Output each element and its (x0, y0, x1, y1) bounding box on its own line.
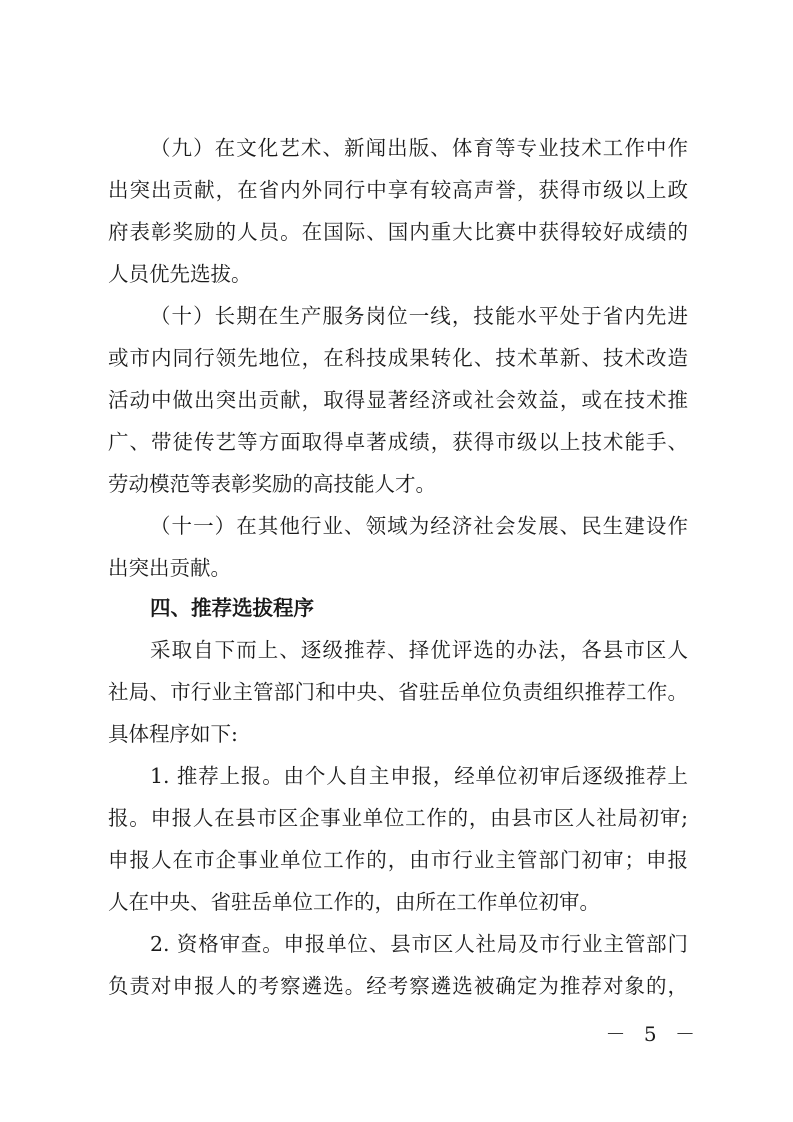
paragraph-9-line-1: （九）在文化艺术、新闻出版、体育等专业技术工作中作 (150, 136, 688, 160)
paragraph-10-line-3: 活动中做出突出贡献，取得显著经济或社会效益，或在技术推 (108, 388, 688, 412)
paragraph-10-line-5: 劳动模范等表彰奖励的高技能人才。 (108, 472, 436, 496)
paragraph-9-line-4: 人员优先选拔。 (108, 262, 252, 286)
paragraph-10-line-4: 广、带徒传艺等方面取得卓著成绩，获得市级以上技术能手、 (108, 430, 688, 454)
paragraph-10-line-2: 或市内同行领先地位，在科技成果转化、技术革新、技术改造 (108, 346, 688, 370)
step-2-line-1: 2. 资格审查。申报单位、县市区人社局及市行业主管部门 (150, 932, 688, 956)
step-1-line-2: 报。申报人在县市区企事业单位工作的，由县市区人社局初审; (108, 806, 688, 830)
section-heading: 四、推荐选拔程序 (150, 596, 314, 620)
paragraph-10-line-1: （十）长期在生产服务岗位一线，技能水平处于省内先进 (150, 304, 688, 328)
paragraph-11-line-1: （十一）在其他行业、领域为经济社会发展、民生建设作 (150, 514, 688, 538)
step-1-line-4: 人在中央、省驻岳单位工作的，由所在工作单位初审。 (108, 890, 600, 914)
paragraph-9-line-3: 府表彰奖励的人员。在国际、国内重大比赛中获得较好成绩的 (108, 220, 688, 244)
paragraph-9-line-2: 出突出贡献，在省内外同行中享有较高声誉，获得市级以上政 (108, 178, 688, 202)
step-1-line-1: 1. 推荐上报。由个人自主申报，经单位初审后逐级推荐上 (150, 764, 688, 788)
intro-line-1: 采取自下而上、逐级推荐、择优评选的办法，各县市区人 (150, 638, 688, 662)
step-2-line-2: 负责对申报人的考察遴选。经考察遴选被确定为推荐对象的， (108, 974, 688, 998)
intro-line-2: 社局、市行业主管部门和中央、省驻岳单位负责组织推荐工作。 (108, 680, 688, 704)
intro-line-3: 具体程序如下: (108, 722, 238, 746)
paragraph-11-line-2: 出突出贡献。 (108, 556, 231, 580)
page-number: － 5 － (605, 1022, 701, 1046)
step-1-line-3: 申报人在市企事业单位工作的，由市行业主管部门初审；申报 (108, 848, 688, 872)
